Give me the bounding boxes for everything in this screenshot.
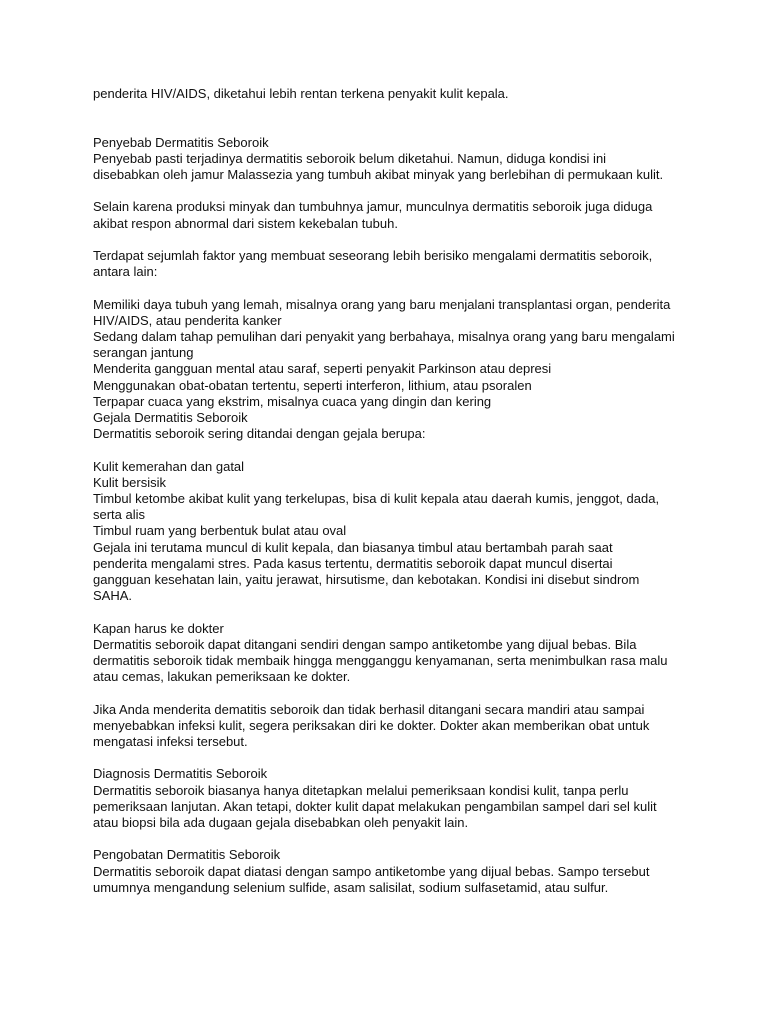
list-item: HIV/AIDS, atau penderita kanker <box>93 312 282 328</box>
paragraph-line: Penyebab pasti terjadinya dermatitis seboroik belum diketahui. Namun, diduga kondisi ini <box>93 150 607 166</box>
list-item: serangan jantung <box>93 345 194 361</box>
paragraph-line: pemeriksaan lanjutan. Akan tetapi, dokter kulit dapat melakukan pengambilan sampel dari sel kulit <box>93 798 657 814</box>
paragraph-line: Selain karena produksi minyak dan tumbuhnya jamur, munculnya dermatitis seboroik juga diduga <box>93 199 653 215</box>
document-text <box>93 86 693 896</box>
paragraph-line: Dermatitis seboroik sering ditandai dengan gejala berupa: <box>93 426 426 442</box>
blank-line <box>93 604 693 620</box>
paragraph-line: Terdapat sejumlah faktor yang membuat seseorang lebih berisiko mengalami dermatitis seboroik, <box>93 247 653 263</box>
paragraph-line: SAHA. <box>93 588 133 604</box>
heading-pengobatan: Pengobatan Dermatitis Seboroik <box>93 847 281 863</box>
list-item: Terpapar cuaca yang ekstrim, misalnya cuaca yang dingin dan kering <box>93 393 492 409</box>
paragraph-line: penderita HIV/AIDS, diketahui lebih rentan terkena penyakit kulit kepala. <box>93 86 509 101</box>
blank-line <box>93 102 693 134</box>
paragraph-line: atau biopsi bila ada dugaan gejala disebabkan oleh penyakit lain. <box>93 815 469 831</box>
paragraph-line: Jika Anda menderita dematitis seboroik dan tidak berhasil ditangani secara mandiri atau sampai <box>93 701 645 717</box>
list-item: Memiliki daya tubuh yang lemah, misalnya orang yang baru menjalani transplantasi organ, penderita <box>93 296 671 312</box>
blank-line <box>93 685 693 701</box>
list-item: Kulit bersisik <box>93 474 166 490</box>
list-item: Sedang dalam tahap pemulihan dari penyakit yang berbahaya, misalnya orang yang baru mengalami <box>93 328 675 344</box>
paragraph-line: antara lain: <box>93 264 158 280</box>
blank-line <box>93 232 693 248</box>
heading-gejala: Gejala Dermatitis Seboroik <box>93 410 248 425</box>
list-item: Timbul ruam yang berbentuk bulat atau oval <box>93 523 347 539</box>
list-item: serta alis <box>93 507 146 523</box>
blank-line <box>93 750 693 766</box>
paragraph-line: akibat respon abnormal dari sistem kekebalan tubuh. <box>93 215 398 231</box>
heading-penyebab: Penyebab Dermatitis Seboroik <box>93 134 269 150</box>
blank-line <box>93 442 693 458</box>
paragraph-line: Dermatitis seboroik biasanya hanya ditetapkan melalui pemeriksaan kondisi kulit, tanpa perlu <box>93 782 629 798</box>
paragraph-line: Dermatitis seboroik dapat ditangani sendiri dengan sampo antiketombe yang dijual bebas. Bila <box>93 636 637 652</box>
list-item: Timbul ketombe akibat kulit yang terkelupas, bisa di kulit kepala atau daerah kumis, jenggot, dada, <box>93 491 660 506</box>
paragraph-line: umumnya mengandung selenium sulfide, asam salisilat, sodium sulfasetamid, atau sulfur. <box>93 879 609 895</box>
heading-kapan-ke-dokter: Kapan harus ke dokter <box>93 620 224 636</box>
paragraph-line: menyebabkan infeksi kulit, segera periksakan diri ke dokter. Dokter akan memberikan obat untuk <box>93 717 650 733</box>
paragraph-line: gangguan kesehatan lain, yaitu jerawat, hirsutisme, dan kebotakan. Kondisi ini disebut sindrom <box>93 572 640 588</box>
list-item: Menderita gangguan mental atau saraf, seperti penyakit Parkinson atau depresi <box>93 361 552 377</box>
paragraph-line: disebabkan oleh jamur Malassezia yang tumbuh akibat minyak yang berlebihan di permukaan kulit. <box>93 167 664 182</box>
paragraph-line: Dermatitis seboroik dapat diatasi dengan sampo antiketombe yang dijual bebas. Sampo tersebut <box>93 863 650 879</box>
list-item: Menggunakan obat-obatan tertentu, seperti interferon, lithium, atau psoralen <box>93 377 532 393</box>
paragraph-line: penderita mengalami stres. Pada kasus tertentu, dermatitis seboroik dapat muncul disertai <box>93 555 613 571</box>
blank-line <box>93 280 693 296</box>
paragraph-line: mengatasi infeksi tersebut. <box>93 734 248 750</box>
heading-diagnosis: Diagnosis Dermatitis Seboroik <box>93 766 268 782</box>
list-item: Kulit kemerahan dan gatal <box>93 458 245 474</box>
paragraph-line: atau cemas, lakukan pemeriksaan ke dokter. <box>93 669 351 685</box>
paragraph-line: Gejala ini terutama muncul di kulit kepala, dan biasanya timbul atau bertambah parah saat <box>93 539 613 555</box>
blank-line <box>93 183 693 199</box>
blank-line <box>93 831 693 847</box>
paragraph-line: dermatitis seboroik tidak membaik hingga mengganggu kenyamanan, serta menimbulkan rasa malu <box>93 653 668 669</box>
